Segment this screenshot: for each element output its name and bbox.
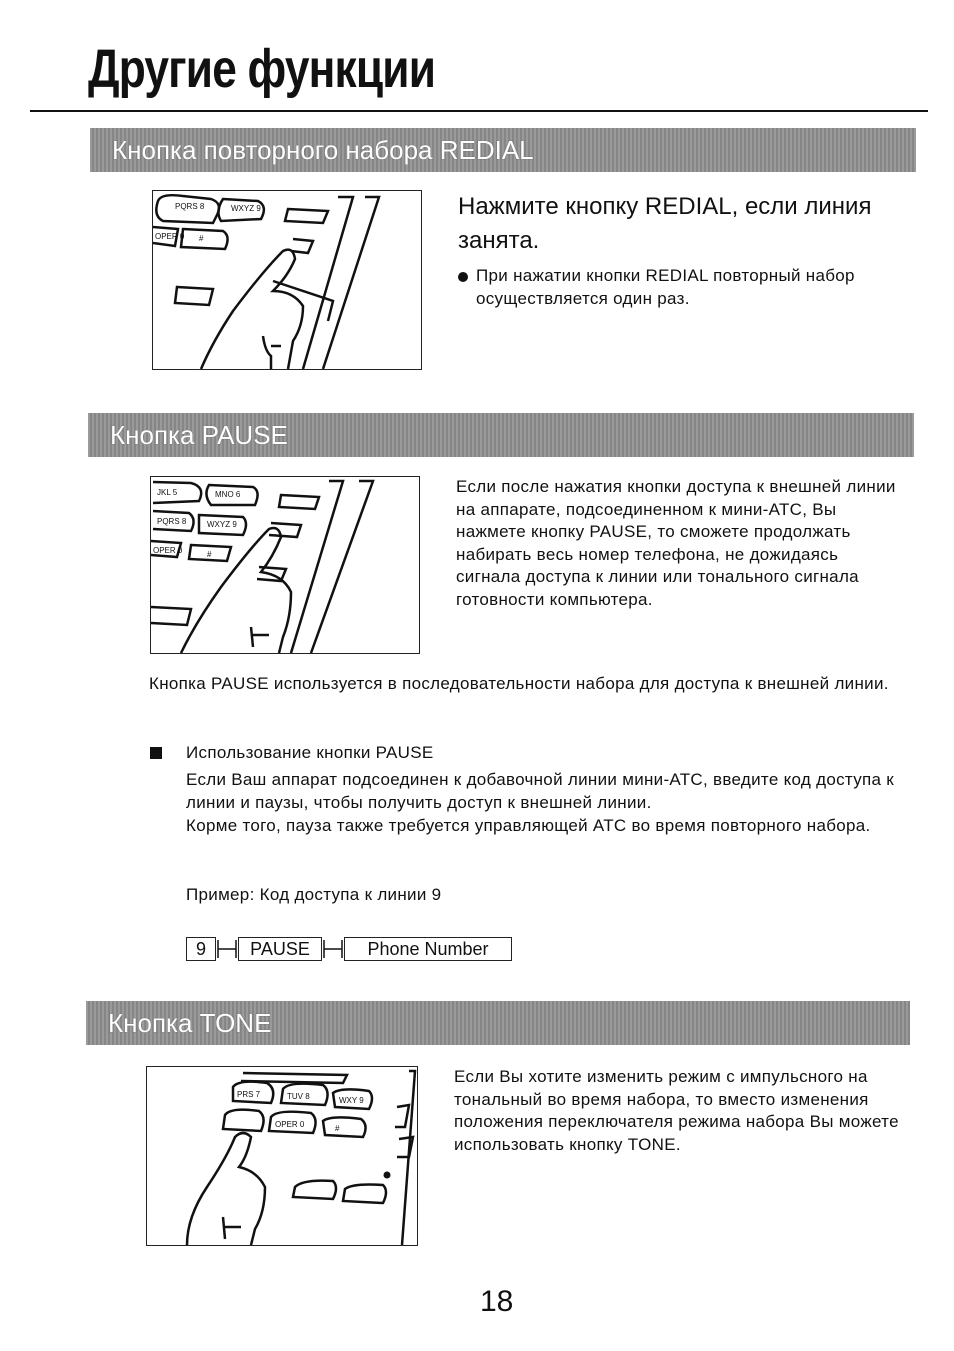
section-title-pause: Кнопка PAUSE bbox=[110, 420, 288, 450]
pause-example-label: Пример: Код доступа к линии 9 bbox=[186, 885, 442, 904]
hand-pressing-redial-icon bbox=[153, 191, 421, 369]
pause-side-text: Если после нажатия кнопки доступа к внешней линии на аппарате, подсоединенном к мини-АТС, Вы нажмете кнопку PAUSE, то сможете продолжать набирать весь номер телефона, не дожидаясь сигнала доступа к линии или тонального сигнала готовности компьютера. bbox=[456, 477, 896, 609]
pause-usage-text-2: Корме того, пауза также требуется управляющей АТС во время повторного набора. bbox=[186, 816, 871, 835]
svg-text:WXY 9: WXY 9 bbox=[339, 1096, 364, 1105]
redial-bullet bbox=[458, 272, 468, 282]
tone-side-text: Если Вы хотите изменить режим с импульсного на тональный во время набора, то вместо изменения положения переключателя режима набора Вы можете использовать кнопку TONE. bbox=[454, 1067, 899, 1154]
hand-pressing-pause-icon bbox=[151, 477, 419, 653]
svg-text:WXYZ 9: WXYZ 9 bbox=[207, 520, 237, 529]
svg-text:TUV 8: TUV 8 bbox=[287, 1092, 310, 1101]
sequence-connector bbox=[322, 937, 344, 961]
section-band-redial bbox=[90, 128, 916, 172]
svg-text:PQRS 8: PQRS 8 bbox=[175, 202, 205, 211]
sequence-box-digit: 9 bbox=[186, 937, 216, 961]
svg-text:PRS 7: PRS 7 bbox=[237, 1090, 261, 1099]
svg-text:#: # bbox=[199, 234, 204, 243]
svg-text:OPER 0: OPER 0 bbox=[153, 546, 183, 555]
pause-usage-text-1: Если Ваш аппарат подсоединен к добавочной линии мини-АТС, введите код доступа к линии и паузы, чтобы получить доступ к внешней линии. bbox=[186, 770, 895, 812]
svg-text:#: # bbox=[207, 550, 212, 559]
pause-usage-heading: Использование кнопки PAUSE bbox=[186, 743, 434, 762]
sequence-box-pause: PAUSE bbox=[238, 937, 322, 961]
pause-body-text: Кнопка PAUSE используется в последовательности набора для доступа к внешней линии. bbox=[149, 674, 889, 693]
svg-text:JKL 5: JKL 5 bbox=[157, 488, 178, 497]
sequence-connector bbox=[216, 937, 238, 961]
title-rule bbox=[30, 110, 928, 112]
redial-bullet-text: При нажатии кнопки REDIAL повторный набор осуществляется один раз. bbox=[476, 266, 855, 308]
sequence-box-phone-number: Phone Number bbox=[344, 937, 512, 961]
pause-illustration bbox=[150, 476, 420, 654]
section-band-pause bbox=[88, 413, 914, 457]
svg-text:MNO 6: MNO 6 bbox=[215, 490, 241, 499]
svg-text:PQRS 8: PQRS 8 bbox=[157, 517, 187, 526]
page-title: Другие функции bbox=[88, 39, 436, 99]
section-band-tone bbox=[86, 1001, 910, 1045]
svg-text:WXYZ 9: WXYZ 9 bbox=[231, 204, 261, 213]
redial-heading: Нажмите кнопку REDIAL, если линия занята. bbox=[458, 193, 872, 254]
svg-text:OPER 0: OPER 0 bbox=[155, 232, 185, 241]
svg-text:#: # bbox=[335, 1124, 340, 1133]
redial-illustration bbox=[152, 190, 422, 370]
page-number: 18 bbox=[480, 1285, 514, 1318]
svg-text:OPER 0: OPER 0 bbox=[275, 1120, 305, 1129]
tone-illustration bbox=[146, 1066, 418, 1246]
section-title-tone: Кнопка TONE bbox=[108, 1008, 272, 1038]
hand-pressing-tone-icon bbox=[147, 1067, 417, 1245]
pause-usage-bullet bbox=[150, 747, 162, 759]
section-title-redial: Кнопка повторного набора REDIAL bbox=[112, 135, 534, 165]
dial-sequence bbox=[186, 937, 512, 961]
